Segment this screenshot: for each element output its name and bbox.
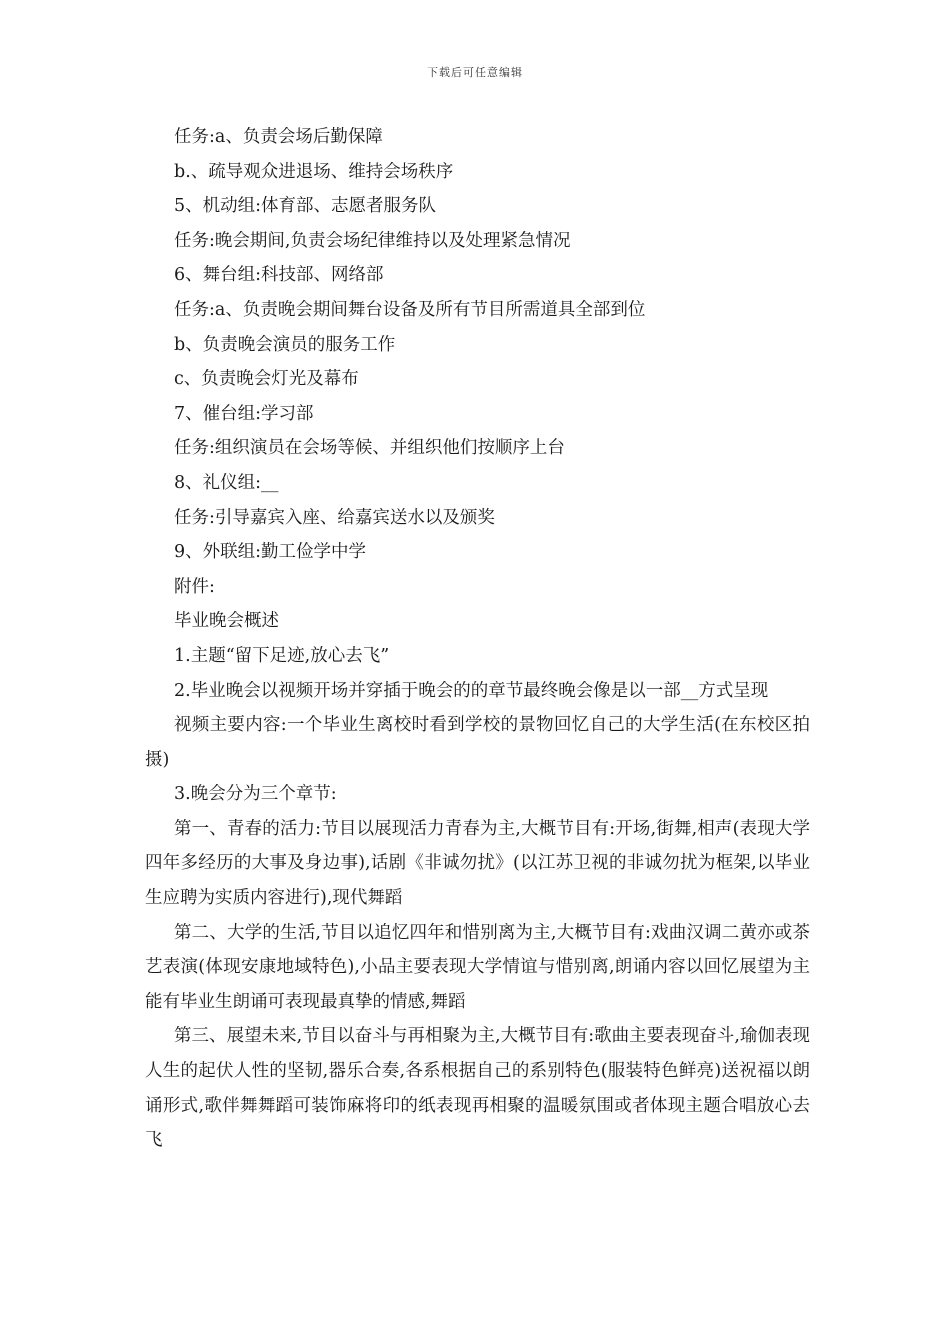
text-line: c、负责晚会灯光及幕布 xyxy=(174,369,359,390)
text-line: 任务:a、负责晚会期间舞台设备及所有节目所需道具全部到位 xyxy=(174,299,646,320)
paragraph: 3.晚会分为三个章节: xyxy=(174,784,337,805)
paragraph: 第一、青春的活力:节目以展现活力青春为主,大概节目有:开场,街舞,相声(表现大学四年多经历的大事及身边事),话剧《非诚勿扰》(以江苏卫视的非诚勿扰为框架,以毕业生应聘为实质内容进行),现代舞蹈 xyxy=(145,818,810,909)
paragraph: 第三、展望未来,节目以奋斗与再相聚为主,大概节目有:歌曲主要表现奋斗,瑜伽表现人生的起伏人性的坚韧,器乐合奏,各系根据自己的系别特色(服装特色鲜亮)送祝福以朗诵形式,歌伴舞舞蹈可装饰麻将印的纸表现再相聚的温暖氛围或者体现主题合唱放心去飞 xyxy=(145,1026,810,1151)
text-line: 6、舞台组:科技部、网络部 xyxy=(174,265,384,286)
text-line: 7、催台组:学习部 xyxy=(174,403,314,424)
paragraph: 2.毕业晚会以视频开场并穿插于晚会的的章节最终晚会像是以一部__方式呈现 xyxy=(174,680,769,701)
text-line: 1.主题“留下足迹,放心去飞” xyxy=(174,645,390,666)
text-line: 毕业晚会概述 xyxy=(174,611,279,632)
text-line: 8、礼仪组:__ xyxy=(174,472,279,493)
text-line: 5、机动组:体育部、志愿者服务队 xyxy=(174,196,437,217)
document-body xyxy=(145,120,810,1158)
paragraph: 第二、大学的生活,节目以追忆四年和惜别离为主,大概节目有:戏曲汉调二黄亦或茶艺表演(体现安康地域特色),小品主要表现大学情谊与惜别离,朗诵内容以回忆展望为主能有毕业生朗诵可表现最真挚的情感,舞蹈 xyxy=(145,922,810,1012)
page-header: 下载后可任意编辑 xyxy=(427,66,523,79)
text-line: 任务:引导嘉宾入座、给嘉宾送水以及颁奖 xyxy=(174,507,495,528)
text-line: b、负责晚会演员的服务工作 xyxy=(174,334,396,355)
text-line: 附件: xyxy=(174,576,215,597)
text-line: b.、疏导观众进退场、维持会场秩序 xyxy=(174,161,454,182)
text-line: 任务:晚会期间,负责会场纪律维持以及处理紧急情况 xyxy=(174,230,571,251)
text-line: 9、外联组:勤工俭学中学 xyxy=(174,542,367,563)
paragraph: 视频主要内容:一个毕业生离校时看到学校的景物回忆自己的大学生活(在东校区拍摄) xyxy=(145,715,810,770)
text-line: 任务:a、负责会场后勤保障 xyxy=(174,127,383,147)
text-line: 任务:组织演员在会场等候、并组织他们按顺序上台 xyxy=(174,438,565,459)
